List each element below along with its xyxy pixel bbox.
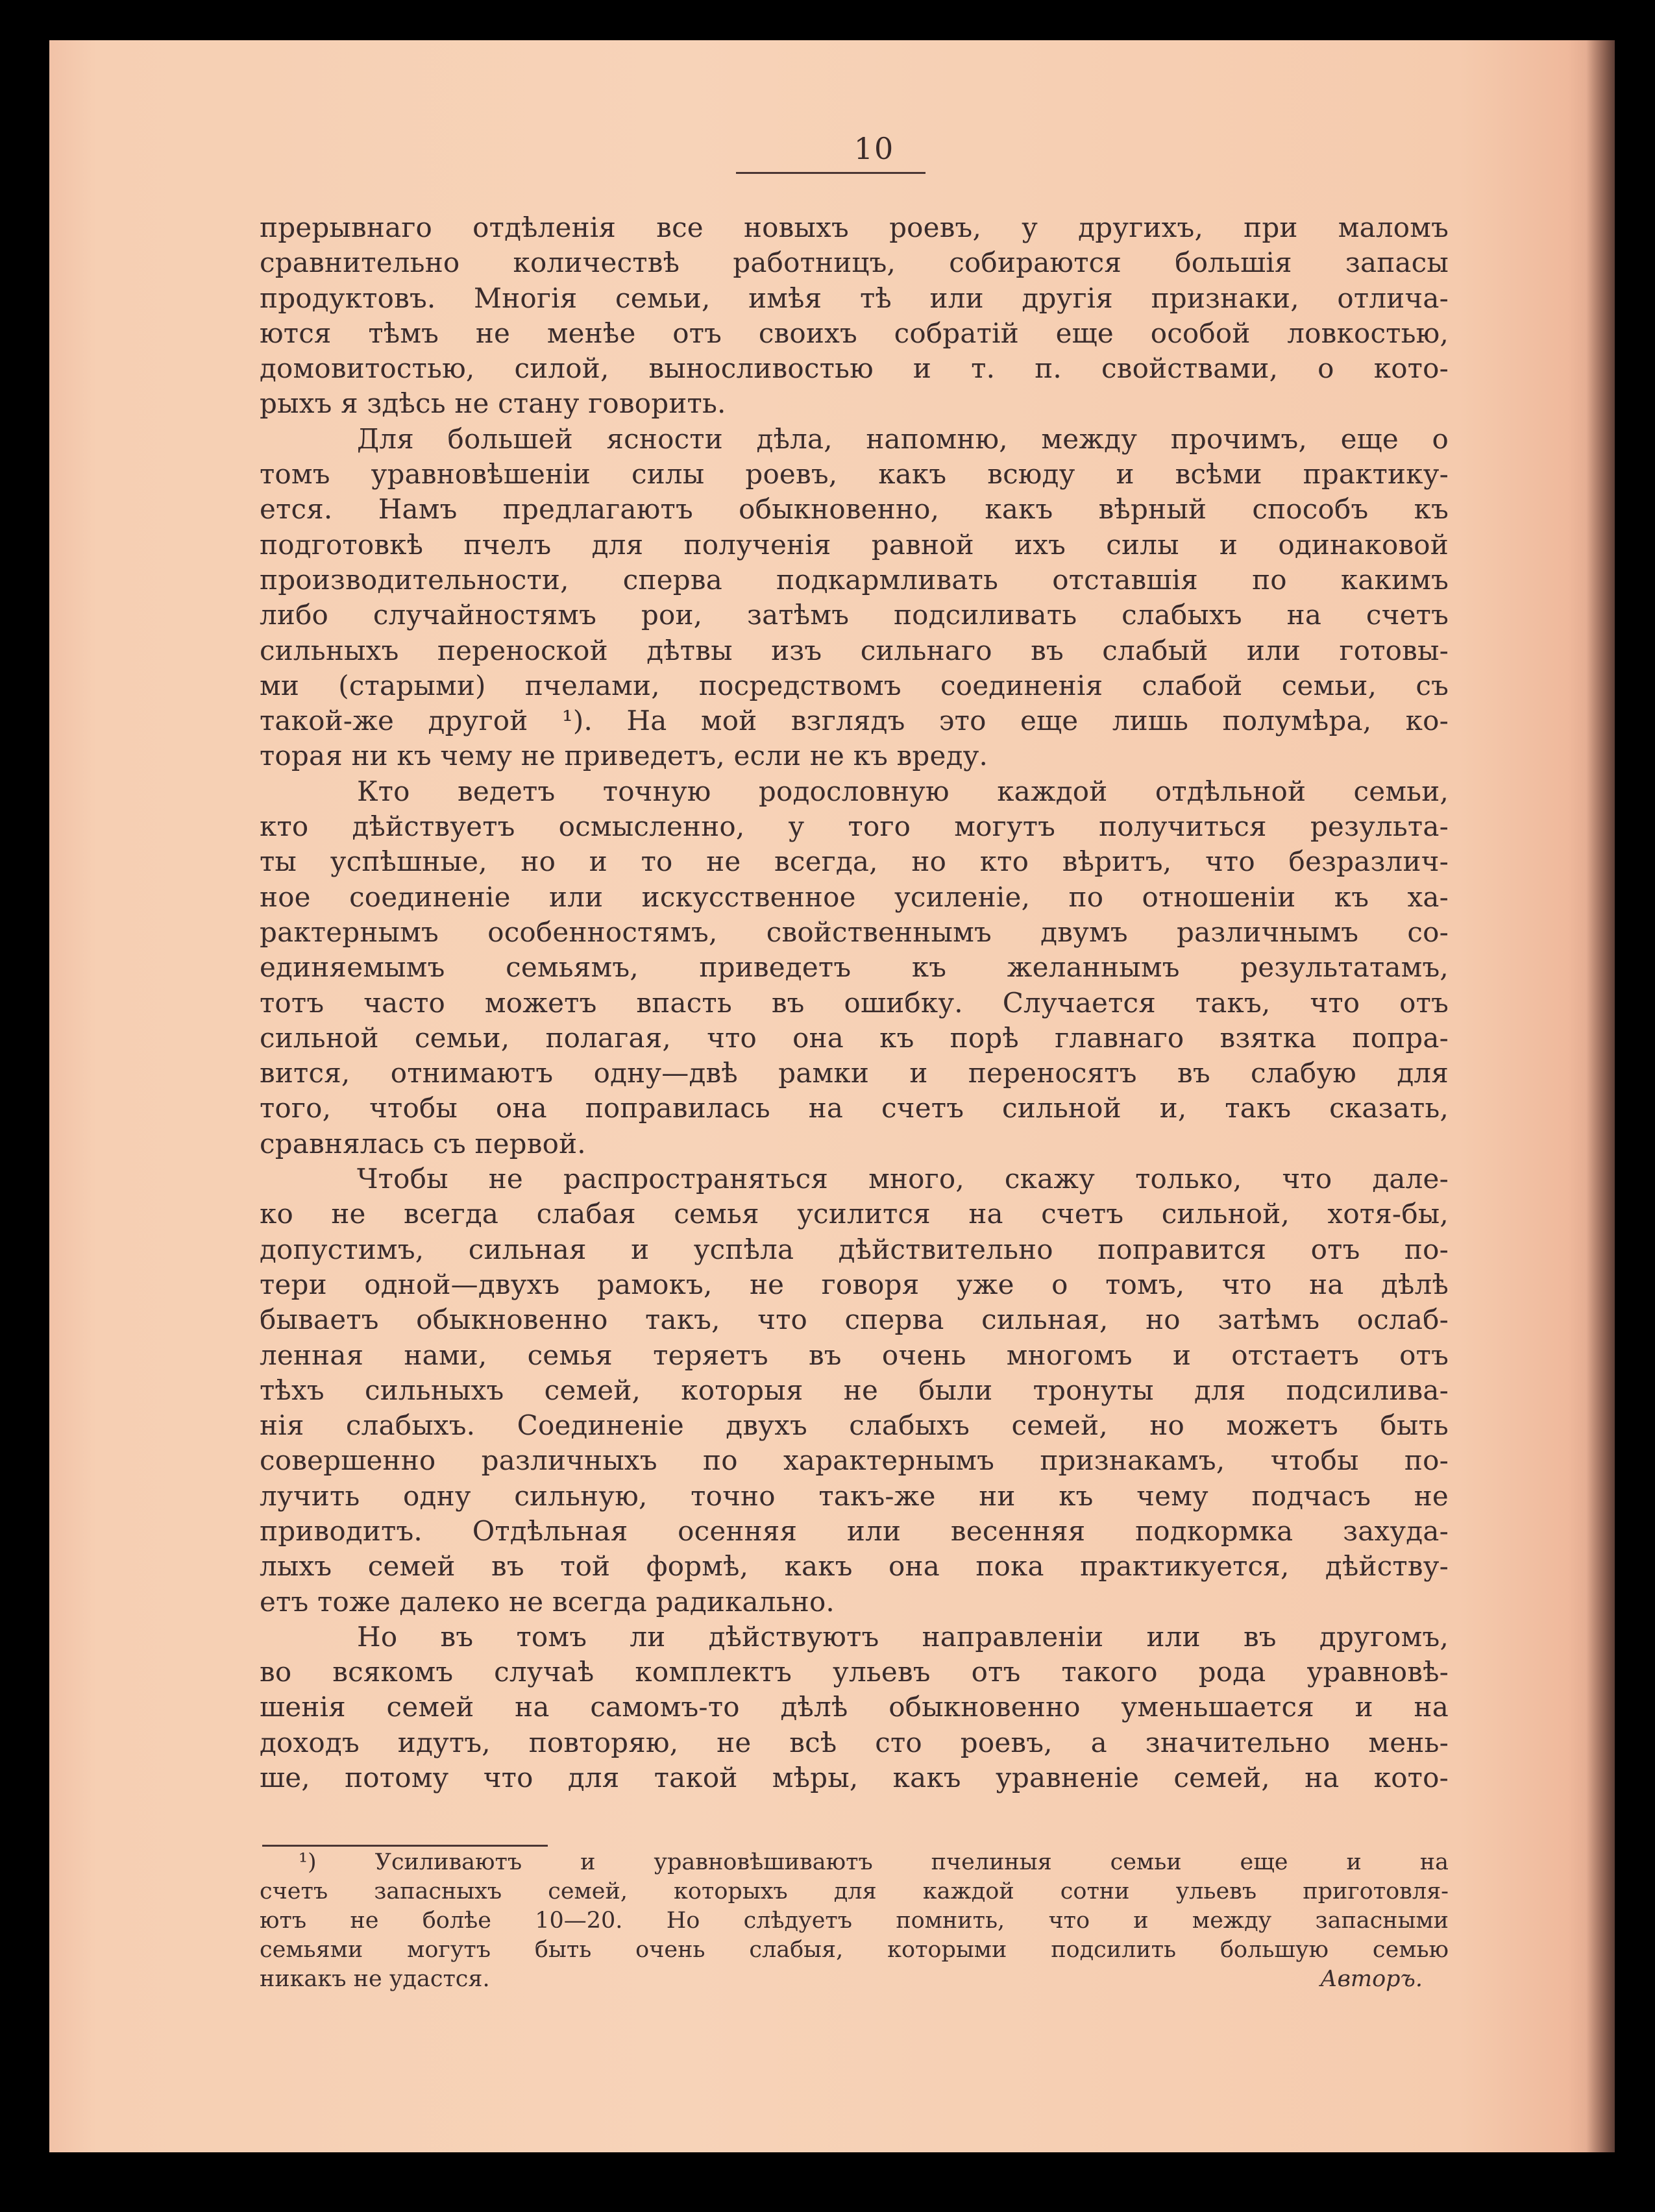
text-line: Но въ томъ ли дѣйствуютъ направленіи или въ другомъ, (357, 1620, 1449, 1653)
text-line: ты успѣшные, но и то не всегда, но кто вѣритъ, что безразлич- (260, 845, 1449, 878)
text-line: рактернымъ особенностямъ, свойственнымъ двумъ различнымъ со- (260, 916, 1449, 948)
text-line: производительности, сперва подкармливать отставшія по какимъ (260, 563, 1449, 596)
text-line: доходъ идутъ, повторяю, не всѣ сто роевъ, а значительно мень- (260, 1726, 1449, 1758)
text-line: подготовкѣ пчелъ для полученія равной ихъ силы и одинаковой (260, 528, 1449, 561)
text-line: ное соединеніе или искусственное усиленіе, по отношеніи къ ха- (260, 881, 1449, 913)
text-line: вится, отнимаютъ одну—двѣ рамки и переносятъ въ слабую для (260, 1057, 1449, 1089)
text-line: сильныхъ переноской дѣтвы изъ сильнаго въ слабый или готовы- (260, 634, 1449, 666)
footnote-last-line (260, 1965, 1449, 1994)
text-line: во всякомъ случаѣ комплектъ ульевъ отъ такого рода уравновѣ- (260, 1656, 1449, 1688)
text-line: приводитъ. Отдѣльная осенняя или весенняя подкормка захуда- (260, 1514, 1449, 1547)
footnote-line: ютъ не болѣе 10—20. Но слѣдуетъ помнить, что и между запасными (260, 1908, 1449, 1934)
text-line: ми (старыми) пчелами, посредствомъ соединенія слабой семьи, съ (260, 669, 1449, 701)
text-line: ко не всегда слабая семья усилится на счетъ сильной, хотя-бы, (260, 1198, 1449, 1230)
text-line: шенія семей на самомъ-то дѣлѣ обыкновенно уменьшается и на (260, 1691, 1449, 1723)
page-number-rule (736, 172, 926, 174)
footnote-line: семьями могутъ быть очень слабыя, которыми подсилить большую семью (260, 1937, 1449, 1963)
text-line: допустимъ, сильная и успѣла дѣйствительно поправится отъ по- (260, 1233, 1449, 1265)
body-text (260, 210, 1449, 1795)
text-line: сильной семьи, полагая, что она къ порѣ главнаго взятка попра- (260, 1021, 1449, 1054)
footnote (260, 1848, 1449, 1994)
book-page (49, 40, 1615, 2152)
text-line: Для большей ясности дѣла, напомню, между прочимъ, еще о (357, 422, 1449, 455)
text-line: бываетъ обыкновенно такъ, что сперва сильная, но затѣмъ ослаб- (260, 1304, 1449, 1336)
text-line: рыхъ я здѣсь не стану говорить. (260, 387, 726, 420)
text-line: либо случайностямъ рои, затѣмъ подсиливать слабыхъ на счетъ (260, 599, 1449, 631)
text-line: прерывнаго отдѣленія все новыхъ роевъ, у другихъ, при маломъ (260, 212, 1449, 243)
text-line: ются тѣмъ не менѣе отъ своихъ собратій еще особой ловкостью, (260, 317, 1449, 349)
footnote-line: никакъ не удастся. (260, 1966, 490, 1992)
text-line: Кто ведетъ точную родословную каждой отдѣльной семьи, (357, 775, 1449, 807)
text-line: домовитостью, силой, выносливостью и т. п. свойствами, о кото- (260, 352, 1449, 385)
text-line: томъ уравновѣшеніи силы роевъ, какъ всюду и всѣми практику- (260, 458, 1449, 491)
text-line: ше, потому что для такой мѣры, какъ уравненіе семей, на кото- (260, 1762, 1449, 1794)
text-line: тери одной—двухъ рамокъ, не говоря уже о томъ, что на дѣлѣ (260, 1268, 1449, 1300)
page-edge-shadow (1586, 40, 1615, 2152)
text-line: торая ни къ чему не приведетъ, если не къ вреду. (260, 740, 988, 772)
text-line: сравнялась съ первой. (260, 1127, 586, 1160)
text-line: лучить одну сильную, точно такъ-же ни къ чему подчасъ не (260, 1479, 1449, 1512)
footnote-author: Авторъ. (1320, 1966, 1423, 1992)
footnote-line: счетъ запасныхъ семей, которыхъ для каждой сотни ульевъ приготовля- (260, 1878, 1449, 1904)
text-line: етъ тоже далеко не всегда радикально. (260, 1585, 835, 1618)
text-line: сравнительно количествѣ работницъ, собираются большія запасы (260, 247, 1449, 279)
footnote-rule (262, 1845, 548, 1847)
text-line: такой-же другой ¹). На мой взглядъ это еще лишь полумѣра, ко- (260, 705, 1449, 737)
footnote-line: ¹) Усиливаютъ и уравновѣшиваютъ пчелиныя семьи еще и на (299, 1849, 1449, 1875)
text-line: лыхъ семей въ той формѣ, какъ она пока практикуется, дѣйству- (260, 1550, 1449, 1583)
page-number: 10 (853, 131, 895, 166)
text-line: того, чтобы она поправилась на счетъ сильной и, такъ сказать, (260, 1092, 1449, 1124)
text-line: тотъ часто можетъ впасть въ ошибку. Случается такъ, что отъ (260, 986, 1449, 1019)
text-line: единяемымъ семьямъ, приведетъ къ желаннымъ результатамъ, (260, 951, 1449, 984)
text-line: нія слабыхъ. Соединеніе двухъ слабыхъ семей, но можетъ быть (260, 1409, 1449, 1442)
text-line: Чтобы не распространяться много, скажу только, что дале- (357, 1163, 1449, 1195)
text-line: тѣхъ сильныхъ семей, которыя не были тронуты для подсилива- (260, 1374, 1449, 1406)
text-line: кто дѣйствуетъ осмысленно, у того могутъ получиться результа- (260, 810, 1449, 843)
text-line: продуктовъ. Многія семьи, имѣя тѣ или другія признаки, отлича- (260, 282, 1449, 314)
text-line: ется. Намъ предлагаютъ обыкновенно, какъ вѣрный способъ къ (260, 493, 1449, 526)
text-line: совершенно различныхъ по характернымъ признакамъ, чтобы по- (260, 1444, 1449, 1477)
text-line: ленная нами, семья теряетъ въ очень многомъ и отстаетъ отъ (260, 1339, 1449, 1371)
